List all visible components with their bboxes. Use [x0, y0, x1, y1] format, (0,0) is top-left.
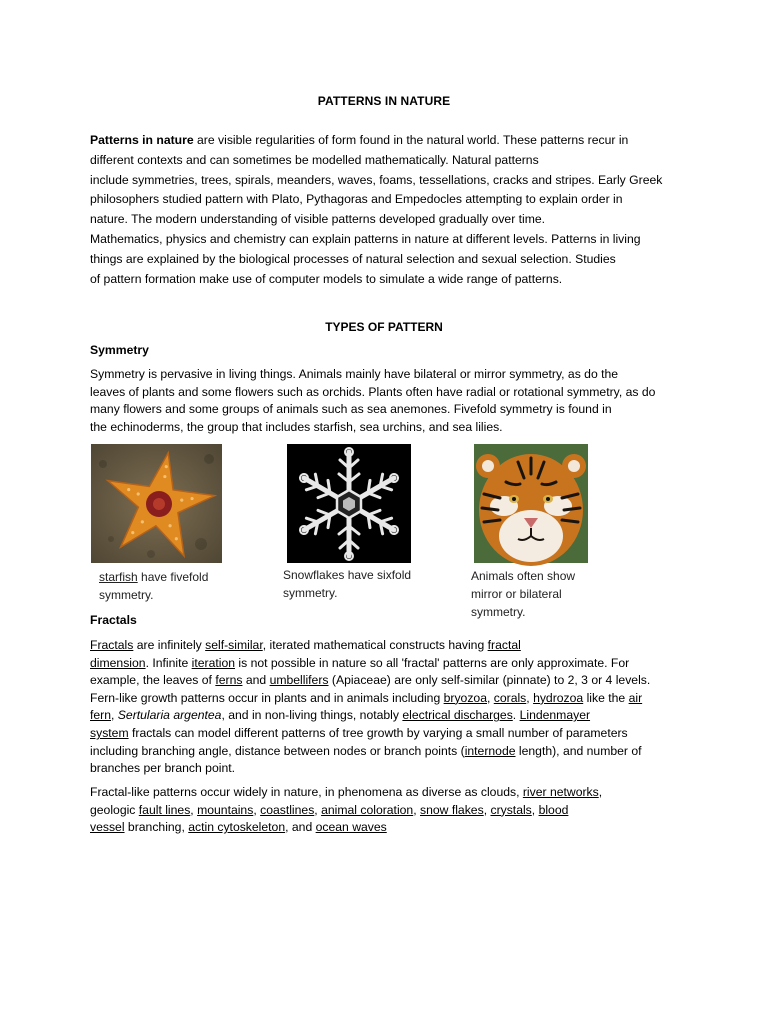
fractals-paragraph-2	[90, 784, 690, 837]
paragraph-text: , and in non-living things, notably	[221, 708, 403, 723]
caption-text: symmetry.	[471, 605, 526, 619]
paragraph-text: branches per branch point.	[90, 761, 235, 776]
hyperlink[interactable]: vessel	[90, 820, 125, 835]
hyperlink[interactable]: actin cytoskeleton	[188, 820, 286, 835]
intro-line: of pattern formation make use of computer models to simulate a wide range of patterns.	[90, 271, 563, 286]
hyperlink[interactable]: ocean waves	[315, 820, 387, 835]
paragraph-text: ,	[486, 690, 494, 705]
tiger-caption	[471, 567, 576, 619]
paragraph-text: Fern-like growth patterns occur in plants and in animals including	[90, 690, 444, 705]
paragraph-text: ,	[531, 802, 539, 817]
intro-line: include symmetries, trees, spirals, meanders, waves, foams, tessellations, cracks and stripes. Early Greek	[90, 172, 663, 187]
hyperlink[interactable]: Fractals	[90, 638, 134, 652]
hyperlink[interactable]: air	[628, 690, 643, 705]
intro-line: Mathematics, physics and chemistry can explain patterns in nature at different levels. Patterns in living	[90, 231, 641, 246]
intro-line: different contexts and can sometimes be modelled mathematically. Natural patterns	[90, 152, 539, 167]
hyperlink[interactable]: iteration	[191, 655, 235, 670]
paragraph-text: including branching angle, distance between nodes or branch points (	[90, 743, 465, 758]
snowflake-caption	[283, 566, 411, 602]
symmetry-line: the echinoderms, the group that includes starfish, sea urchins, and sea lilies.	[90, 419, 503, 434]
intro-line: nature. The modern understanding of visible patterns developed gradually over time.	[90, 212, 546, 227]
intro-line: are visible regularities of form found in the natural world. These patterns recur in	[193, 133, 629, 147]
paragraph-text: geologic	[90, 802, 139, 817]
intro-paragraph	[90, 131, 690, 289]
italic-text: Sertularia argentea	[117, 708, 222, 723]
caption-text: Animals often show	[471, 569, 576, 583]
paragraph-text: ,	[111, 708, 118, 723]
hyperlink[interactable]: fern	[90, 708, 112, 723]
paragraph-text: ,	[526, 690, 534, 705]
paragraph-text: , iterated mathematical constructs having	[262, 638, 488, 652]
hyperlink[interactable]: animal coloration	[321, 802, 414, 817]
symmetry-line: leaves of plants and some flowers such as orchids. Plants often have radial or rotational symmetry, as do	[90, 384, 656, 399]
paragraph-text: ,	[314, 802, 322, 817]
intro-line: things are explained by the biological processes of natural selection and sexual selection. Studies	[90, 251, 616, 266]
document-title: PATTERNS IN NATURE	[317, 94, 451, 108]
hyperlink[interactable]: fault lines	[138, 802, 191, 817]
symmetry-heading: Symmetry	[90, 343, 149, 357]
paragraph-text: .	[512, 708, 520, 723]
hyperlink[interactable]: bryozoa	[443, 690, 487, 705]
hyperlink[interactable]: coastlines	[260, 802, 315, 817]
hyperlink[interactable]: mountains	[197, 802, 254, 817]
hyperlink[interactable]: dimension	[90, 655, 146, 670]
hyperlink[interactable]: internode	[464, 743, 516, 758]
snowflake-photo	[287, 444, 411, 563]
paragraph-text: branching,	[124, 820, 189, 835]
tiger-photo	[474, 444, 588, 563]
paragraph-text: . Infinite	[145, 655, 192, 670]
hyperlink[interactable]: river networks	[522, 785, 599, 799]
paragraph-text: ,	[483, 802, 491, 817]
hyperlink[interactable]: crystals	[490, 802, 532, 817]
paragraph-text: ,	[190, 802, 198, 817]
paragraph-text: is not possible in nature so all 'fractal' patterns are only approximate. For	[235, 655, 630, 670]
symmetry-line: Symmetry is pervasive in living things. Animals mainly have bilateral or mirror symmetry, as do the	[90, 367, 619, 381]
paragraph-text: length), and number of	[515, 743, 642, 758]
symmetry-paragraph	[90, 366, 690, 436]
hyperlink[interactable]: ferns	[215, 673, 243, 688]
hyperlink[interactable]: corals	[493, 690, 527, 705]
paragraph-text: (Apiaceae) are only self-similar (pinnate) to 2, 3 or 4 levels.	[328, 673, 651, 688]
starfish-image	[91, 444, 222, 563]
hyperlink[interactable]: fractal	[487, 638, 521, 652]
caption-text: mirror or bilateral	[471, 587, 562, 601]
paragraph-text: ,	[413, 802, 420, 817]
starfish-link[interactable]: starfish	[99, 570, 138, 584]
paragraph-text: Fractal-like patterns occur widely in nature, in phenomena as diverse as clouds,	[90, 785, 523, 799]
hyperlink[interactable]: electrical discharges	[402, 708, 513, 723]
paragraph-text: ,	[598, 785, 603, 799]
symmetry-line: many flowers and some groups of animals such as sea anemones. Fivefold symmetry is found in	[90, 402, 612, 417]
snowflake-image	[287, 444, 411, 563]
paragraph-text: and	[242, 673, 270, 688]
caption-text: symmetry.	[99, 588, 154, 602]
fractals-heading: Fractals	[90, 613, 137, 627]
hyperlink[interactable]: system	[90, 725, 129, 740]
paragraph-text: ,	[253, 802, 261, 817]
starfish-photo	[91, 444, 222, 563]
caption-text: Snowflakes have sixfold	[283, 568, 412, 582]
caption-text: have fivefold	[137, 570, 209, 584]
starfish-caption	[99, 568, 208, 604]
hyperlink[interactable]: self-similar	[205, 638, 263, 652]
hyperlink[interactable]: Lindenmayer	[519, 708, 591, 723]
paragraph-text: are infinitely	[133, 638, 206, 652]
paragraph-text: fractals can model different patterns of tree growth by varying a small number of parameters	[128, 725, 628, 740]
hyperlink[interactable]: hydrozoa	[533, 690, 584, 705]
intro-lead: Patterns in nature	[90, 133, 194, 147]
tiger-image	[474, 444, 588, 563]
hyperlink[interactable]: blood	[538, 802, 569, 817]
paragraph-text: example, the leaves of	[90, 673, 216, 688]
intro-line: philosophers studied pattern with Plato, Pythagoras and Empedocles attempting to explain order in	[90, 192, 623, 207]
paragraph-text: , and	[285, 820, 316, 835]
paragraph-text: like the	[583, 690, 629, 705]
hyperlink[interactable]: umbellifers	[269, 673, 329, 688]
hyperlink[interactable]: snow flakes	[420, 802, 484, 817]
caption-text: symmetry.	[283, 586, 338, 600]
types-heading: TYPES OF PATTERN	[325, 320, 443, 334]
fractals-paragraph-1	[90, 637, 690, 778]
